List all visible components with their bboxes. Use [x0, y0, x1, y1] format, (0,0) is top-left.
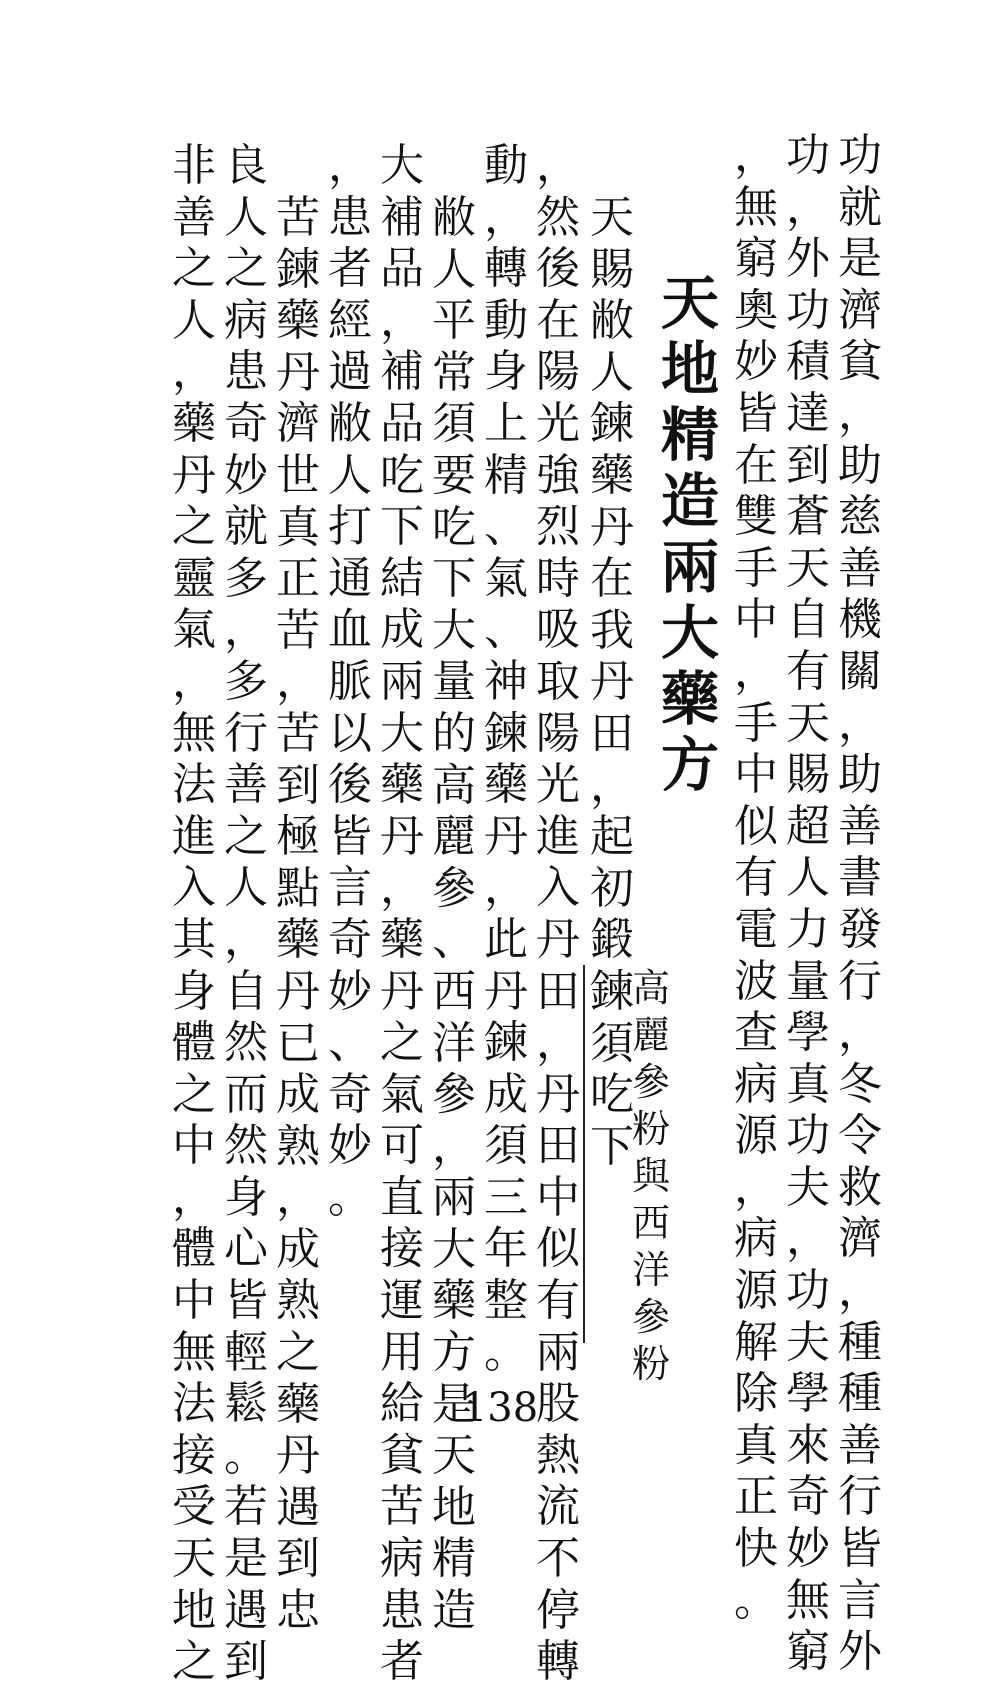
text-column-10: 苦 鍊 藥 丹 濟 世 真 正 苦 ， 苦 到 極 點 藥 丹 已 成 熟 ， 成 熟 之 藥 丹 遇 到 忠 [276, 192, 320, 1637]
text-column-2: 功 ， 外 功 積 達 到 蒼 天 自 有 天 賜 超 人 力 量 學 真 功 夫 ， 功 夫 學 來 奇 妙 無 窮 [786, 130, 830, 1678]
text-column-6: 動 ， 轉 動 身 上 精 、 氣 、 神 鍊 藥 丹 ， 此 丹 鍊 成 須 三 年 整 。 [484, 140, 528, 1378]
annotation-right-line: 高 麗 參 粉 與 西 洋 參 粉 [631, 966, 670, 1386]
text-column-4: 天 賜 敝 人 鍊 藥 丹 在 我 丹 田 ， 起 初 鍛 鍊 須 吃 下 [590, 192, 634, 1172]
text-column-11: 良 人 之 病 患 奇 妙 就 多 ， 多 行 善 之 人 ， 自 然 而 然 身 心 皆 輕 鬆 。 若 是 遇 到 [224, 140, 268, 1688]
inline-annotation [583, 965, 675, 1386]
text-column-12: 非 善 之 人 ， 藥 丹 之 靈 氣 ， 無 法 進 入 其 身 體 之 中 ， 體 中 無 法 接 受 天 地 之 [172, 140, 216, 1688]
page-number: 138 [461, 1385, 539, 1431]
text-column-1: 功 就 是 濟 貧 ， 助 慈 善 機 關 ， 助 善 書 發 行 ， 冬 令 救 濟 ， 種 種 善 行 皆 言 外 [838, 130, 882, 1678]
section-title: 天 地 精 造 兩 大 藥 方 [660, 269, 719, 799]
text-column-8: 大 補 品 ， 補 品 吃 下 結 成 兩 大 藥 丹 ， 藥 丹 之 氣 可 直 接 運 用 給 貧 苦 病 患 者 [380, 140, 424, 1688]
text-column-7: 敝 人 平 常 須 要 吃 下 大 量 的 高 麗 參 、 西 洋 參 ， 兩 大 藥 方 是 天 地 精 造 [432, 192, 476, 1637]
text-column-5: ， 然 後 在 陽 光 強 烈 時 吸 取 陽 光 進 入 丹 田 ， 丹 田 中 似 有 兩 股 熱 流 不 停 轉 [536, 140, 580, 1688]
text-column-9: ， 患 者 經 過 敝 人 打 通 血 脈 以 後 皆 言 奇 妙 、 奇 妙 。 [328, 140, 372, 1223]
text-column-3: ， 無 窮 奧 妙 皆 在 雙 手 中 ， 手 中 似 有 電 波 查 病 源 ， 病 源 解 除 真 正 快 。 [734, 130, 778, 1626]
